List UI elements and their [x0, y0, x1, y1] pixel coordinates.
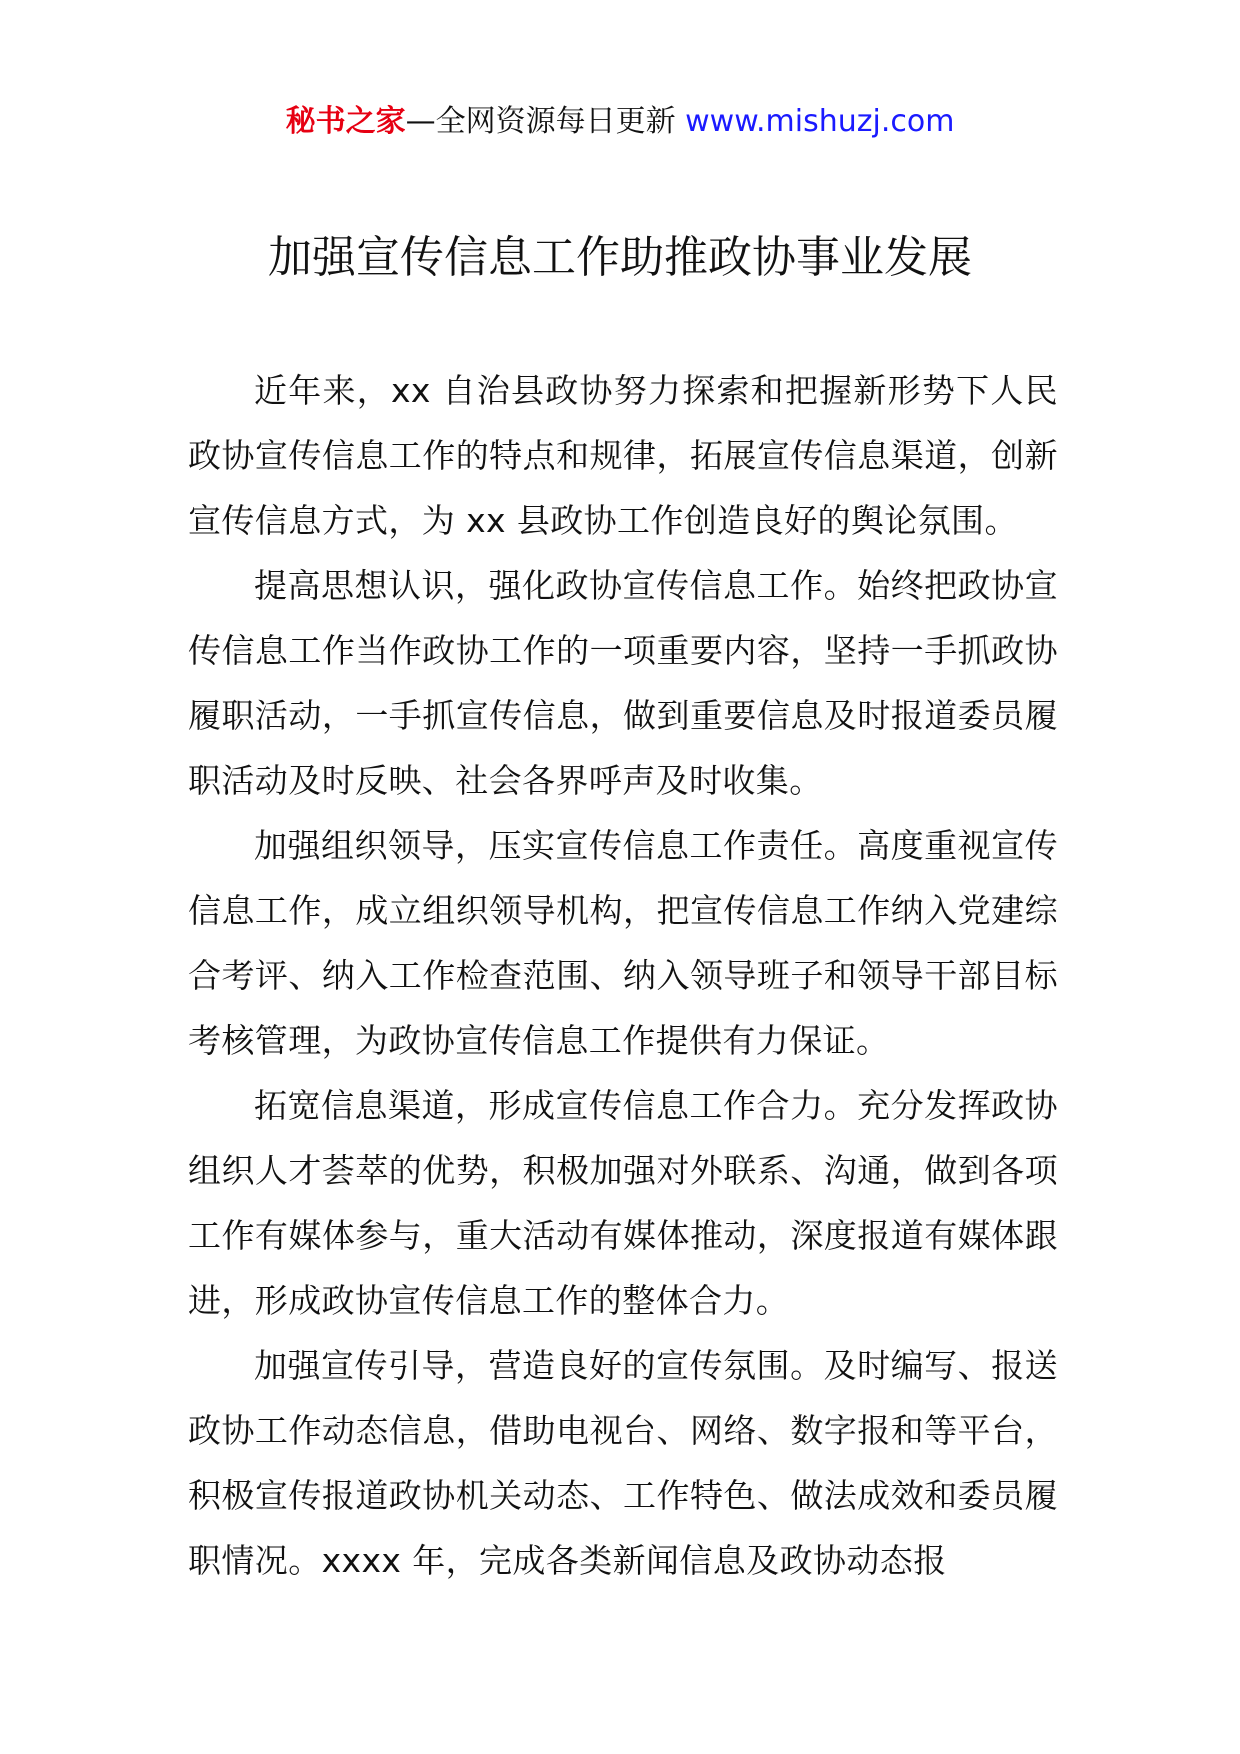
paragraph-4: 拓宽信息渠道，形成宣传信息工作合力。充分发挥政协组织人才荟萃的优势，积极加强对外联系、沟通，做到各项工作有媒体参与，重大活动有媒体推动，深度报道有媒体跟进，形成政协宣传信息工作的整体合力。	[188, 1086, 1058, 1320]
brand-name: 秘书之家	[285, 104, 406, 139]
document-title: 加强宣传信息工作助推政协事业发展	[268, 232, 972, 283]
paragraph-3: 加强组织领导，压实宣传信息工作责任。高度重视宣传信息工作，成立组织领导机构，把宣传信息工作纳入党建综合考评、纳入工作检查范围、纳入领导班子和领导干部目标考核管理，为政协宣传信息工作提供有力保证。	[188, 826, 1058, 1060]
paragraph-1: 近年来，xx 自治县政协努力探索和把握新形势下人民政协宣传信息工作的特点和规律，拓展宣传信息渠道，创新宣传信息方式，为 xx 县政协工作创造良好的舆论氛围。	[188, 371, 1058, 540]
site-url-link[interactable]: www.mishuzj.com	[685, 104, 955, 139]
document-body	[188, 358, 1058, 1593]
site-header	[0, 100, 1240, 144]
header-tagline: —全网资源每日更新	[405, 104, 686, 139]
paragraph-2: 提高思想认识，强化政协宣传信息工作。始终把政协宣传信息工作当作政协工作的一项重要内容，坚持一手抓政协履职活动，一手抓宣传信息，做到重要信息及时报道委员履职活动及时反映、社会各界呼声及时收集。	[188, 566, 1058, 800]
paragraph-5: 加强宣传引导，营造良好的宣传氛围。及时编写、报送政协工作动态信息，借助电视台、网络、数字报和等平台，积极宣传报道政协机关动态、工作特色、做法成效和委员履职情况。xxxx 年，完成各类新闻信息及政协动态报	[188, 1346, 1058, 1580]
